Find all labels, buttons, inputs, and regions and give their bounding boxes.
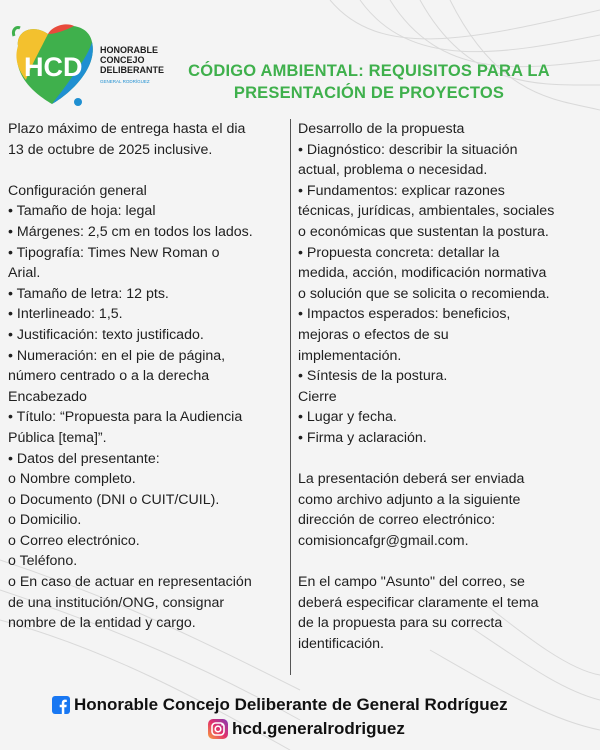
page-title bbox=[164, 60, 574, 104]
right-column-line: deberá especificar claramente el tema bbox=[298, 594, 539, 611]
left-column-line: 13 de octubre de 2025 inclusive. bbox=[8, 141, 213, 158]
right-column-line: En el campo "Asunto" del correo, se bbox=[298, 574, 525, 591]
right-column-line: de la propuesta para su correcta bbox=[298, 615, 503, 632]
right-column-line: mejoras o efectos de su bbox=[298, 326, 449, 343]
right-column-line: • Lugar y fecha. bbox=[298, 409, 397, 426]
left-column-line: • Datos del presentante: bbox=[8, 450, 160, 467]
left-column-line: Configuración general bbox=[8, 182, 147, 199]
left-column-spacer bbox=[8, 160, 286, 181]
svg-text:HONORABLE: HONORABLE bbox=[100, 45, 158, 55]
left-column-line: • Tipografía: Times New Roman o bbox=[8, 244, 220, 261]
right-column-spacer bbox=[298, 551, 580, 572]
svg-text:CONCEJO: CONCEJO bbox=[100, 55, 145, 65]
left-column-line: • Tamaño de letra: 12 pts. bbox=[8, 285, 169, 302]
page-title-line-1: CÓDIGO AMBIENTAL: REQUISITOS PARA LA bbox=[188, 62, 550, 80]
left-column-line: • Interlineado: 1,5. bbox=[8, 306, 123, 323]
left-column-line: o Nombre completo. bbox=[8, 471, 136, 488]
left-column-line: o Domicilio. bbox=[8, 512, 82, 529]
instagram-icon bbox=[208, 719, 228, 739]
facebook-icon bbox=[52, 696, 70, 714]
page-title-line-2: PRESENTACIÓN DE PROYECTOS bbox=[233, 84, 505, 102]
facebook-label: Honorable Concejo Deliberante de General Rodríguez bbox=[74, 695, 508, 714]
right-column-line: o solución que se solicita o recomienda. bbox=[298, 285, 550, 302]
footer-facebook[interactable] bbox=[52, 695, 508, 715]
right-column-line: • Síntesis de la postura. bbox=[298, 368, 448, 385]
right-column-line: Cierre bbox=[298, 388, 337, 405]
right-column-line: o económicas que sustentan la postura. bbox=[298, 223, 549, 240]
left-column-line: • Numeración: en el pie de página, bbox=[8, 347, 226, 364]
left-column-line: • Márgenes: 2,5 cm en todos los lados. bbox=[8, 223, 253, 240]
left-column-line: nombre de la entidad y cargo. bbox=[8, 615, 196, 632]
right-column-line: actual, problema o necesidad. bbox=[298, 162, 488, 179]
instagram-label: hcd.generalrodriguez bbox=[232, 719, 405, 738]
right-column-line: • Firma y aclaración. bbox=[298, 429, 427, 446]
left-column-line: número centrado o a la derecha bbox=[8, 368, 210, 385]
right-column-line: medida, acción, modificación normativa bbox=[298, 265, 547, 282]
right-column-line: La presentación deberá ser enviada bbox=[298, 471, 525, 488]
left-column-line: • Justificación: texto justificado. bbox=[8, 326, 204, 343]
right-column-line: técnicas, jurídicas, ambientales, sociales bbox=[298, 203, 555, 220]
right-column-line: comisioncafgr@gmail.com. bbox=[298, 532, 469, 549]
left-column-line: o Correo electrónico. bbox=[8, 532, 140, 549]
right-column-line: dirección de correo electrónico: bbox=[298, 512, 496, 529]
left-column-line: de una institución/ONG, consignar bbox=[8, 594, 225, 611]
right-column-line: implementación. bbox=[298, 347, 402, 364]
right-column-line: • Impactos esperados: beneficios, bbox=[298, 306, 511, 323]
right-column bbox=[298, 119, 580, 654]
left-column-line: Arial. bbox=[8, 265, 41, 282]
right-column-line: Desarrollo de la propuesta bbox=[298, 121, 465, 137]
right-column-line: • Fundamentos: explicar razones bbox=[298, 182, 505, 199]
right-column-line: como archivo adjunto a la siguiente bbox=[298, 491, 521, 508]
svg-text:GENERAL RODRÍGUEZ: GENERAL RODRÍGUEZ bbox=[100, 79, 150, 84]
left-column-line: o En caso de actuar en representación bbox=[8, 574, 252, 591]
left-column-line: • Título: “Propuesta para la Audiencia bbox=[8, 409, 243, 426]
left-column-line: o Documento (DNI o CUIT/CUIL). bbox=[8, 491, 220, 508]
right-column-spacer bbox=[298, 449, 580, 470]
left-column-line: Pública [tema]”. bbox=[8, 429, 107, 446]
right-column-line: identificación. bbox=[298, 635, 384, 652]
left-column bbox=[8, 119, 286, 634]
left-column-line: Plazo máximo de entrega hasta el dia bbox=[8, 121, 246, 137]
right-column-line: • Diagnóstico: describir la situación bbox=[298, 141, 518, 158]
hcd-logo bbox=[8, 16, 170, 112]
left-column-line: Encabezado bbox=[8, 388, 87, 405]
left-column-line: • Tamaño de hoja: legal bbox=[8, 203, 156, 220]
column-divider bbox=[290, 119, 291, 675]
left-column-line: o Teléfono. bbox=[8, 553, 78, 570]
footer-instagram[interactable] bbox=[208, 719, 405, 739]
right-column-line: • Propuesta concreta: detallar la bbox=[298, 244, 500, 261]
logo-text: HCD bbox=[24, 52, 83, 82]
svg-text:DELIBERANTE: DELIBERANTE bbox=[100, 65, 165, 75]
